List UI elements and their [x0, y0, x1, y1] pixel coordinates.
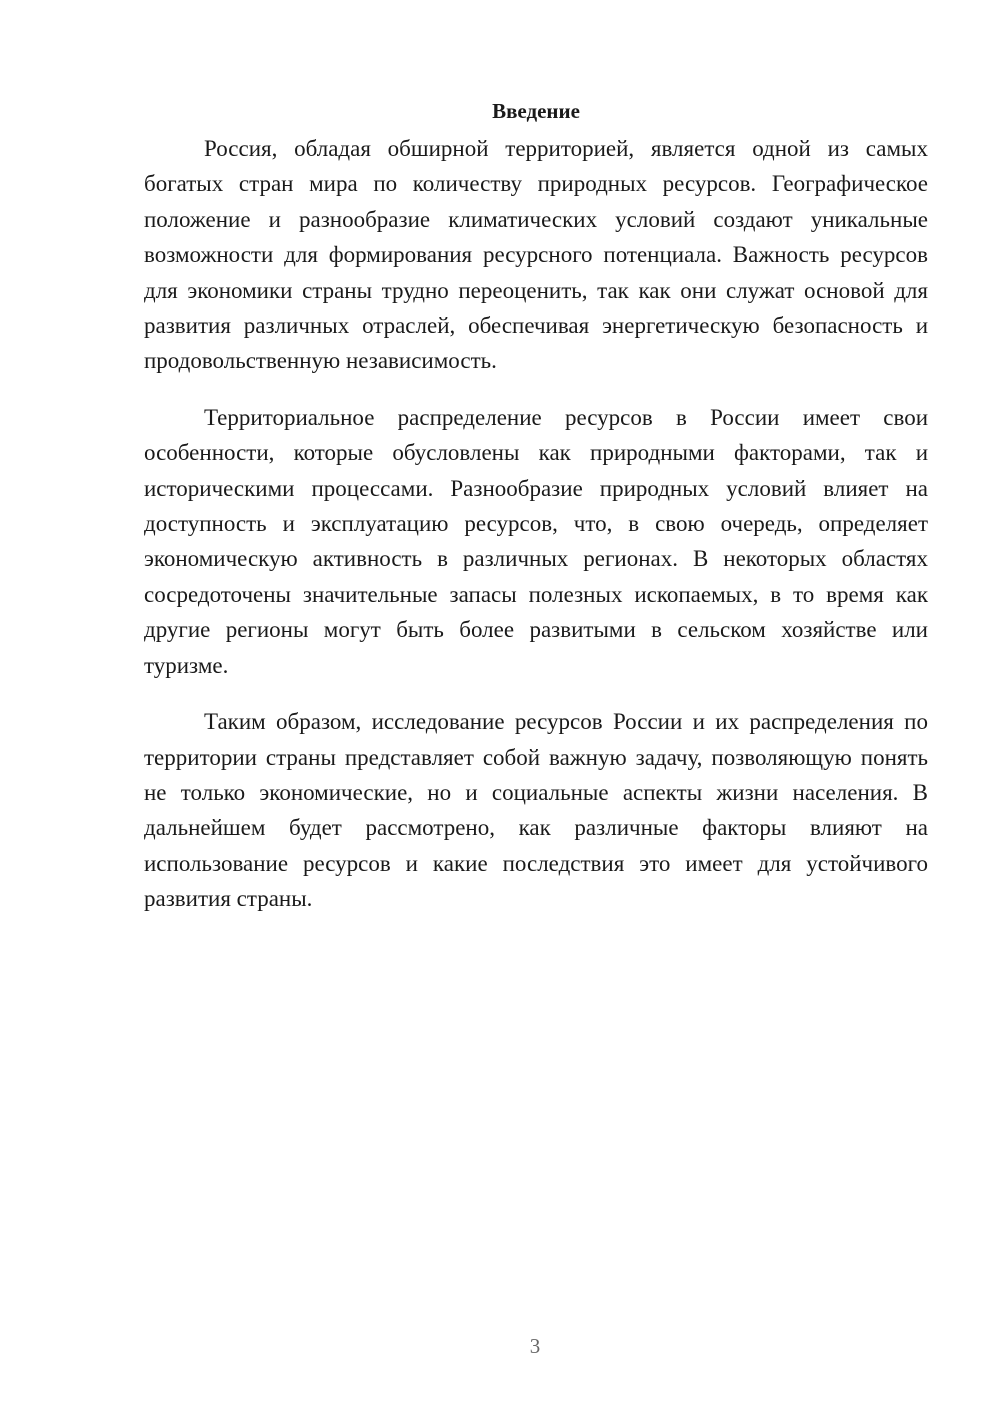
section-title: Введение	[492, 99, 580, 123]
paragraph-1: Россия, обладая обширной территорией, является одной из самых богатых стран мира по количеству природных ресурсов. Географическое положение и разнообразие климатических условий создают уникальные возможности для формирования ресурсного потенциала. Важность ресурсов для экономики страны трудно переоценить, так как они служат основой для развития различных отраслей, обеспечивая энергетическую безопасность и продовольственную независимость.	[144, 136, 928, 374]
page-number: 3	[529, 1334, 541, 1358]
paragraph-3: Таким образом, исследование ресурсов России и их распределения по территории страны представляет собой важную задачу, позволяющую понять не только экономические, но и социальные аспекты жизни населения. В дальнейшем будет рассмотрено, как различные факторы влияют на использование ресурсов и какие последствия это имеет для устойчивого развития страны.	[144, 709, 928, 912]
paragraph-2: Территориальное распределение ресурсов в России имеет свои особенности, которые обусловлены как природными факторами, так и историческими процессами. Разнообразие природных условий влияет на доступность и эксплуатацию ресурсов, что, в свою очередь, определяет экономическую активность в различных регионах. В некоторых областях сосредоточены значительные запасы полезных ископаемых, в то время как другие регионы могут быть более развитыми в сельском хозяйстве или туризме.	[144, 404, 928, 678]
page-content	[144, 96, 928, 938]
